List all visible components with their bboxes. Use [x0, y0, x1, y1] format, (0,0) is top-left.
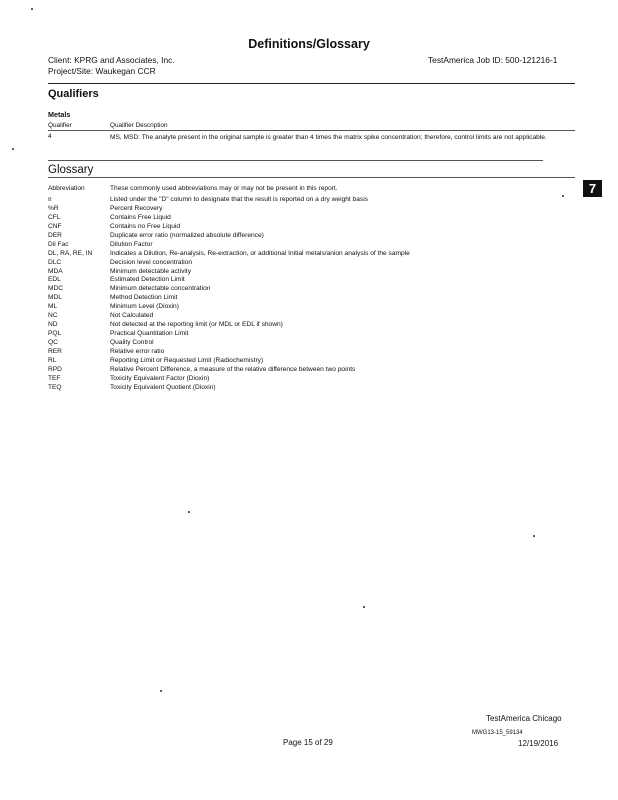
metals-subheading: Metals — [48, 110, 71, 119]
definition: Not Calculated — [110, 312, 154, 320]
abbreviation: NC — [48, 312, 58, 320]
glossary-row — [48, 195, 568, 204]
abbreviation: DER — [48, 231, 62, 239]
abbreviation: RER — [48, 347, 62, 355]
abbreviation: RPD — [48, 365, 62, 373]
qualifier-code: 4 — [48, 133, 52, 140]
header-rule — [48, 83, 575, 84]
abbreviation: MDC — [48, 285, 64, 293]
scan-speck — [363, 606, 365, 608]
glossary-row — [48, 258, 568, 267]
scan-speck — [562, 195, 564, 197]
definition: Contains no Free Liquid — [110, 222, 181, 230]
abbreviation: %R — [48, 204, 59, 212]
glossary-row — [48, 213, 568, 222]
abbreviation: ¤ — [48, 196, 52, 203]
definition: Estimated Detection Limit — [110, 276, 185, 284]
definition: Minimum Level (Dioxin) — [110, 303, 179, 311]
abbreviation: RL — [48, 356, 57, 364]
scan-speck — [188, 511, 190, 513]
definition: Not detected at the reporting limit (or MDL or EDL if shown) — [110, 321, 283, 329]
glossary-row — [48, 293, 568, 302]
job-id: TestAmerica Job ID: 500-121216-1 — [428, 55, 558, 65]
definition: Listed under the "D" column to designate that the result is reported on a dry weight basis — [110, 196, 368, 203]
glossary-row — [48, 284, 568, 293]
definition: Method Detection Limit — [110, 294, 178, 302]
glossary-row — [48, 320, 568, 329]
glossary-heading: Glossary — [48, 164, 94, 176]
lab-name: TestAmerica Chicago — [486, 714, 562, 723]
definition: Contains Free Liquid — [110, 213, 171, 221]
definition: Relative Percent Difference, a measure of the relative difference between two points — [110, 365, 356, 373]
abbreviation: QC — [48, 339, 58, 346]
glossary-row — [48, 311, 568, 320]
abbreviation: CNF — [48, 222, 62, 230]
qualifier-description: MS, MSD: The analyte present in the original sample is greater than 4 times the matrix spike concentration; therefore, control limits are not applicable. — [110, 134, 547, 141]
definition: Quality Control — [110, 339, 154, 346]
abbreviation: TEF — [48, 374, 61, 382]
glossary-row — [48, 240, 568, 249]
qualifier-table-rule — [48, 130, 575, 131]
project-site: Project/Site: Waukegan CCR — [48, 66, 156, 76]
scan-speck — [160, 690, 162, 692]
definition: Toxicity Equivalent Quotient (Dioxin) — [110, 383, 216, 391]
section-tab: 7 — [583, 180, 602, 197]
glossary-description-column-header: These commonly used abbreviations may or may not be present in this report. — [110, 185, 338, 192]
glossary-row — [48, 365, 568, 374]
section-separator-rule — [48, 160, 543, 161]
definition: Percent Recovery — [110, 204, 163, 212]
definition: Decision level concentration — [110, 258, 193, 266]
glossary-row — [48, 267, 568, 276]
glossary-row — [48, 249, 568, 258]
scan-speck — [31, 8, 33, 10]
glossary-row — [48, 222, 568, 231]
glossary-row — [48, 356, 568, 365]
definition: Practical Quantitation Limit — [110, 330, 189, 338]
abbreviation: TEQ — [48, 383, 62, 391]
definition: Duplicate error ratio (normalized absolute difference) — [110, 231, 264, 239]
qualifiers-heading: Qualifiers — [48, 88, 99, 100]
glossary-rule — [48, 177, 575, 178]
glossary-row — [48, 302, 568, 311]
glossary-row — [48, 231, 568, 240]
client-name: Client: KPRG and Associates, Inc. — [48, 55, 175, 65]
document-code: MWG13-15_59134 — [472, 730, 523, 736]
abbreviation-column-header: Abbreviation — [48, 185, 85, 192]
abbreviation: CFL — [48, 213, 61, 221]
abbreviation: ND — [48, 321, 58, 329]
qualifier-column-header: Qualifier — [48, 122, 72, 129]
glossary-row — [48, 204, 568, 213]
glossary-row — [48, 275, 568, 284]
qualifier-description-column-header: Qualifier Description — [110, 122, 168, 129]
glossary-row — [48, 374, 568, 383]
abbreviation: ML — [48, 303, 58, 311]
definition: Toxicity Equivalent Factor (Dioxin) — [110, 374, 210, 382]
abbreviation: PQL — [48, 330, 62, 338]
glossary-row — [48, 338, 568, 347]
definition: Minimum detectable activity — [110, 267, 191, 275]
definition: Dilution Factor — [110, 240, 153, 248]
abbreviation: DLC — [48, 258, 62, 266]
page-number: Page 15 of 29 — [283, 738, 333, 747]
definition: Minimum detectable concentration — [110, 285, 211, 293]
definition: Relative error ratio — [110, 347, 165, 355]
report-date: 12/19/2016 — [518, 739, 559, 748]
abbreviation: Dil Fac — [48, 240, 69, 248]
glossary-row — [48, 383, 568, 392]
abbreviation: MDA — [48, 267, 63, 275]
glossary-row — [48, 329, 568, 338]
scan-speck — [12, 148, 14, 150]
scan-speck — [533, 535, 535, 537]
abbreviation: DL, RA, RE, IN — [48, 249, 93, 257]
glossary-row — [48, 347, 568, 356]
glossary-table — [48, 195, 568, 392]
definition: Reporting Limit or Requested Limit (Radiochemistry) — [110, 356, 264, 364]
definition: Indicates a Dilution, Re-analysis, Re-extraction, or additional Initial metals/anion analysis of the sample — [110, 249, 410, 257]
abbreviation: EDL — [48, 276, 61, 284]
page-title: Definitions/Glossary — [248, 37, 370, 51]
abbreviation: MDL — [48, 294, 62, 302]
